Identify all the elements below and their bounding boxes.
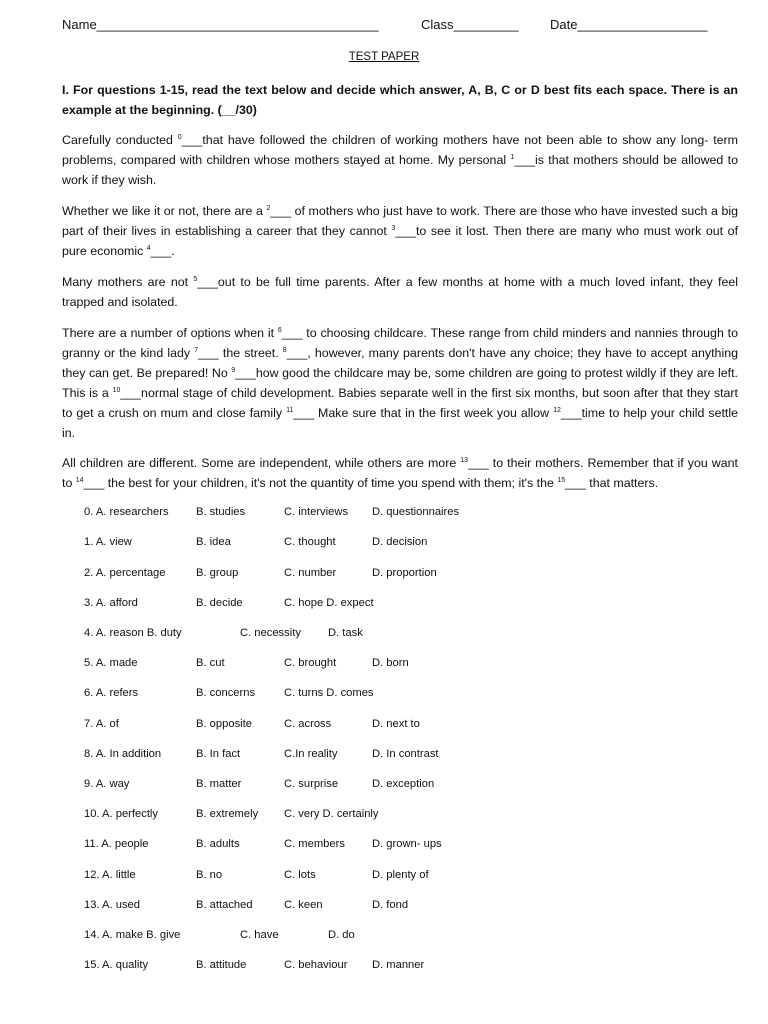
option-choice: D. plenty of: [372, 869, 429, 881]
option-choice: B. decide: [196, 597, 243, 609]
option-choice: 15. A. quality: [84, 959, 149, 971]
option-choice: D. proportion: [372, 567, 437, 579]
option-choice: D. next to: [372, 718, 420, 730]
gap-number: 14: [75, 477, 84, 484]
option-choice: C. behaviour: [284, 959, 348, 971]
option-choice: D. task: [328, 627, 363, 639]
option-choice: 14. A. make B. give: [84, 929, 181, 941]
paragraph-text: ___.: [150, 244, 175, 258]
option-choice: B. adults: [196, 838, 240, 850]
option-choice: B. group: [196, 567, 239, 579]
option-choice: 8. A. In addition: [84, 748, 162, 760]
option-choice: 2. A. percentage: [84, 567, 166, 579]
paragraph-4: [62, 323, 738, 443]
paragraph-text: ___ the street.: [198, 346, 283, 360]
option-choice: B. idea: [196, 536, 231, 548]
option-choice: B. opposite: [196, 718, 252, 730]
gap-number: 15: [557, 477, 566, 484]
paragraph-text: ___ to their mothers. Remember that if you want to: [62, 456, 738, 490]
option-choice: 4. A. reason B. duty: [84, 627, 182, 639]
option-choice: D. questionnaires: [372, 506, 460, 518]
gap-number: 0: [177, 134, 182, 141]
option-choice: C.In reality: [284, 748, 338, 760]
option-choice: D. manner: [372, 959, 425, 971]
option-choice: C. number: [284, 567, 337, 579]
date-field: Date__________________: [550, 17, 708, 32]
option-choice: 12. A. little: [84, 869, 136, 881]
paragraph-text: All children are different. Some are independent, while others are more: [62, 456, 461, 470]
paragraph-text: Whether we like it or not, there are a: [62, 204, 267, 218]
option-choice: D. exception: [372, 778, 435, 790]
gap-number: 10: [112, 387, 121, 394]
gap-number: 4: [146, 245, 151, 252]
gap-number: 9: [231, 367, 236, 374]
paragraph-text: ___ that matters.: [565, 476, 659, 490]
paragraph-text: ___out to be full time parents. After a few months at home with a much loved infant, they feel trapped and isolated.: [62, 275, 738, 309]
gap-number: 6: [277, 327, 282, 334]
option-choice: 7. A. of: [84, 718, 119, 730]
option-choice: D. decision: [372, 536, 428, 548]
option-choice: B. matter: [196, 778, 242, 790]
option-choice: 3. A. afford: [84, 597, 138, 609]
paragraph-text: ___to see it lost. Then there are many who must work out of pure economic: [62, 224, 739, 258]
option-choice: D. fond: [372, 899, 409, 911]
gap-number: 8: [282, 347, 287, 354]
name-field: Name_______________________________________: [62, 17, 379, 32]
option-choice: D. grown- ups: [372, 838, 442, 850]
option-choice: B. attached: [196, 899, 253, 911]
gap-number: 11: [286, 407, 294, 414]
gap-number: 12: [553, 407, 561, 414]
option-choice: C. brought: [284, 657, 337, 669]
gap-number: 5: [193, 276, 198, 283]
option-choice: 0. A. researchers: [84, 506, 169, 518]
paragraph-text: There are a number of options when it: [62, 326, 278, 340]
page-title: TEST PAPER: [348, 51, 420, 63]
option-choice: C. turns D. comes: [284, 687, 374, 699]
option-choice: C. members: [284, 838, 345, 850]
paragraph-text: ___is that mothers should be allowed to work if they wish.: [62, 153, 738, 187]
paragraph-5: [62, 453, 738, 493]
gap-number: 7: [194, 347, 199, 354]
option-choice: B. extremely: [196, 808, 259, 820]
option-choice: 9. A. way: [84, 778, 130, 790]
paragraph-text: ___that have followed the children of working mothers have not been able to show any long- term problems, compared with children whose mothers stayed at home. My personal: [62, 133, 738, 167]
option-choice: C. necessity: [240, 627, 301, 639]
option-choice: B. In fact: [196, 748, 241, 760]
paragraph-1: [62, 130, 738, 190]
paragraph-text: ___ Make sure that in the first week you allow: [293, 406, 554, 420]
option-choice: D. do: [328, 929, 355, 941]
paragraph-3: [62, 272, 738, 312]
option-choice: B. no: [196, 869, 223, 881]
gap-number: 1: [510, 154, 515, 161]
option-choice: 6. A. refers: [84, 687, 139, 699]
option-choice: B. attitude: [196, 959, 247, 971]
gap-number: 2: [266, 205, 271, 212]
paragraph-text: ___ of mothers who just have to work. There are those who have invested such a big part of their lives in establishing a career that they cannot: [62, 204, 739, 238]
option-choice: C. keen: [284, 899, 323, 911]
paragraph-2: [62, 201, 738, 261]
paragraph-text: ___, however, many parents don't have any choice; they have to accept anything they can get. Be prepared! No: [62, 346, 738, 380]
option-choice: C. hope D. expect: [284, 597, 374, 609]
option-choice: C. thought: [284, 536, 336, 548]
class-field: Class_________: [421, 17, 519, 32]
option-choice: B. studies: [196, 506, 246, 518]
gap-number: 13: [460, 457, 469, 464]
option-choice: D. In contrast: [372, 748, 439, 760]
option-choice: C. interviews: [284, 506, 349, 518]
gap-number: 3: [391, 225, 396, 232]
option-choice: B. cut: [196, 657, 225, 669]
option-choice: C. have: [240, 929, 279, 941]
option-choice: C. across: [284, 718, 332, 730]
paragraph-text: Many mothers are not: [62, 275, 194, 289]
instruction: I. For questions 1-15, read the text below and decide which answer, A, B, C or D best fits each space. There is an example at the beginning. (__/30): [62, 83, 738, 117]
option-choice: 1. A. view: [84, 536, 132, 548]
option-choice: C. very D. certainly: [284, 808, 379, 820]
option-choice: C. lots: [284, 869, 316, 881]
option-choice: 11. A. people: [84, 838, 149, 850]
paragraph-text: Carefully conducted: [62, 133, 178, 147]
option-choice: B. concerns: [196, 687, 256, 699]
paragraph-text: ___ to choosing childcare. These range from child minders and nannies through to granny or the kind lady: [62, 326, 738, 360]
option-choice: C. surprise: [284, 778, 339, 790]
paragraph-text: ___ the best for your children, it's not the quantity of time you spend with them; it's the: [83, 476, 558, 490]
option-choice: D. born: [372, 657, 409, 669]
option-choice: 10. A. perfectly: [84, 808, 159, 820]
option-choice: 5. A. made: [84, 657, 138, 669]
paragraph-text: ___time to help your child settle in.: [62, 406, 738, 440]
option-choice: 13. A. used: [84, 899, 140, 911]
paragraph-text: ___how good the childcare may be, some children are going to protest wildly if they are left. This is a: [62, 366, 738, 400]
paragraph-text: ___normal stage of child development. Babies separate well in the first six months, but soon after that they start to get a crush on mum and close family: [62, 386, 738, 420]
